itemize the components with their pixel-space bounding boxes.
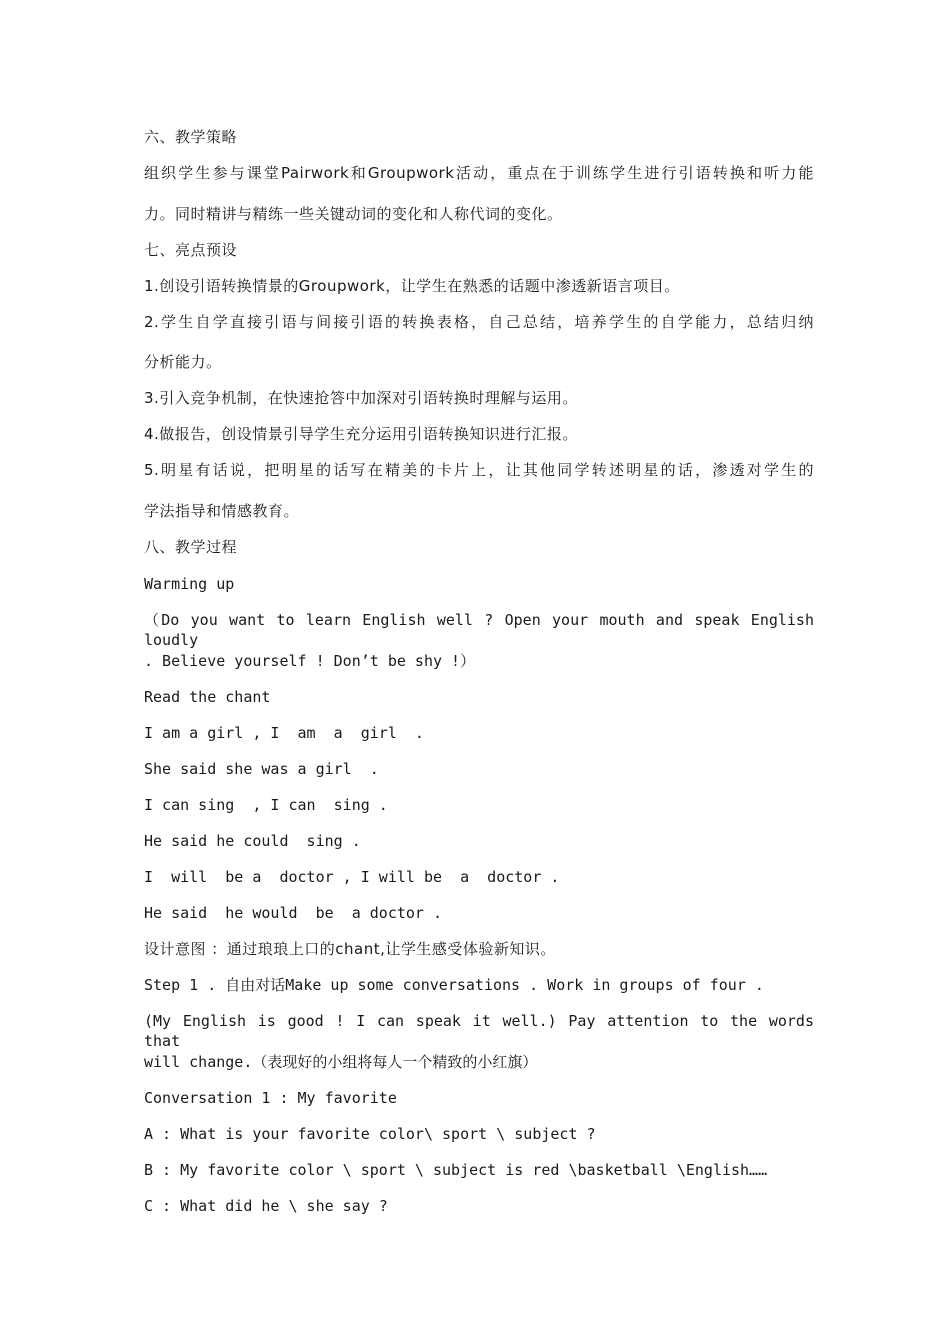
paragraph-line: . Believe yourself ! Don’t be shy !）	[144, 652, 476, 670]
paragraph-line: 力。同时精讲与精练一些关键动词的变化和人称代词的变化。	[144, 205, 563, 223]
subheading-warming-up: Warming up	[144, 575, 235, 593]
chant-line: He said he could sing .	[144, 832, 361, 850]
list-item: 4.做报告，创设情景引导学生充分运用引语转换知识进行汇报。	[144, 425, 578, 443]
chant-line: I am a girl , I am a girl .	[144, 724, 424, 742]
list-item-continuation: 分析能力。	[144, 353, 222, 371]
design-intent: 设计意图 ：通过琅琅上口的chant,让学生感受体验新知识。	[144, 940, 556, 958]
section-heading-strategy: 六、教学策略	[144, 128, 238, 146]
dialogue-line: C : What did he \ she say ?	[144, 1197, 388, 1215]
chant-line: She said she was a girl .	[144, 760, 379, 778]
paragraph-line: will change.（表现好的小组将每人一个精致的小红旗）	[144, 1053, 538, 1071]
list-item: 2.学生自学直接引语与间接引语的转换表格，自己总结，培养学生的自学能力，总结归纳	[144, 313, 814, 331]
list-item: 5.明星有话说，把明星的话写在精美的卡片上，让其他同学转述明星的话，渗透对学生的	[144, 461, 814, 479]
paragraph-line: (My English is good ! I can speak it well.) Pay attention to the words that	[144, 1012, 814, 1050]
list-item-continuation: 学法指导和情感教育。	[144, 502, 300, 520]
paragraph-line: 组织学生参与课堂Pairwork和Groupwork活动，重点在于训练学生进行引语转换和听力能	[144, 164, 814, 182]
conversation-heading: Conversation 1 : My favorite	[144, 1089, 397, 1107]
dialogue-line: A : What is your favorite color\ sport \ subject ?	[144, 1125, 596, 1143]
chant-line: I can sing , I can sing .	[144, 796, 388, 814]
paragraph-line: （Do you want to learn English well ? Open your mouth and speak English loudly	[144, 611, 814, 649]
chant-line: I will be a doctor , I will be a doctor .	[144, 868, 560, 886]
list-item: 1.创设引语转换情景的Groupwork，让学生在熟悉的话题中渗透新语言项目。	[144, 277, 680, 295]
step-heading: Step 1 . 自由对话Make up some conversations . Work in groups of four .	[144, 976, 764, 994]
list-item: 3.引入竞争机制，在快速抢答中加深对引语转换时理解与运用。	[144, 389, 578, 407]
dialogue-line: B : My favorite color \ sport \ subject is red \basketball \English……	[144, 1161, 768, 1179]
section-heading-highlights: 七、亮点预设	[144, 241, 238, 259]
chant-line: He said he would be a doctor .	[144, 904, 443, 922]
subheading-chant: Read the chant	[144, 688, 271, 706]
section-heading-process: 八、教学过程	[144, 538, 238, 556]
